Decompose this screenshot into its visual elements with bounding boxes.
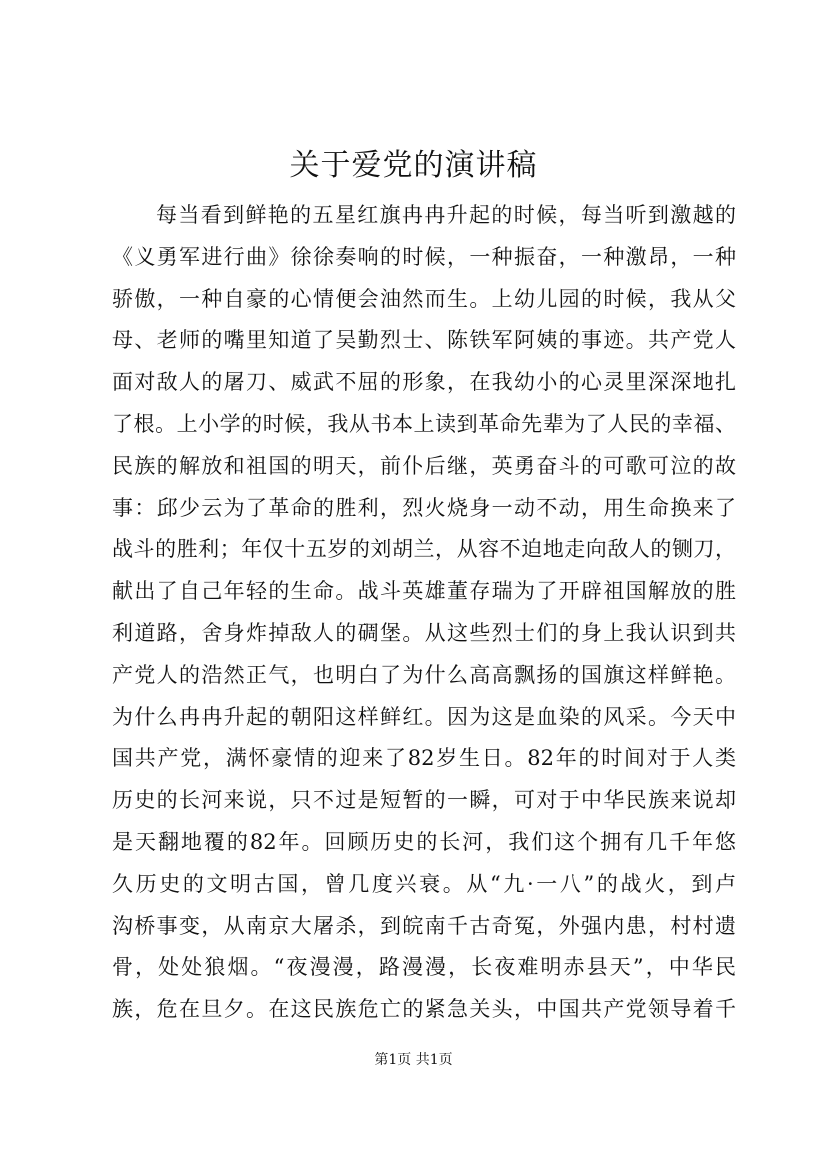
text-line: 战斗的胜利；年仅十五岁的刘胡兰，从容不迫地走向敌人的铡刀，: [112, 537, 736, 562]
text-line: 产党人的浩然正气，也明白了为什么高高飘扬的国旗这样鲜艳。: [112, 662, 736, 687]
text-line: 骨，处处狼烟。“夜漫漫，路漫漫，长夜难明赤县天”，中华民: [112, 955, 736, 980]
text-line: 献出了自己年轻的生命。战斗英雄董存瑞为了开辟祖国解放的胜: [112, 579, 736, 604]
text-line: 族，危在旦夕。在这民族危亡的紧急关头，中国共产党领导着千: [112, 997, 736, 1022]
text-line: 母、老师的嘴里知道了吴勤烈士、陈铁军阿姨的事迹。共产党人: [112, 328, 736, 353]
text-line: 事：邱少云为了革命的胜利，烈火烧身一动不动，用生命换来了: [112, 495, 736, 520]
text-line: 沟桥事变，从南京大屠杀，到皖南千古奇冤，外强内患，村村遗: [112, 913, 736, 938]
text-line: 骄傲，一种自豪的心情便会油然而生。上幼儿园的时候，我从父: [112, 286, 736, 311]
text-line: 为什么冉冉升起的朝阳这样鲜红。因为这是血染的风采。今天中: [112, 704, 736, 729]
text-line: 面对敌人的屠刀、威武不屈的形象，在我幼小的心灵里深深地扎: [112, 370, 736, 395]
text-line: 国共产党，满怀豪情的迎来了82岁生日。82年的时间对于人类: [112, 746, 736, 771]
page-footer: [0, 1050, 827, 1070]
text-line: 民族的解放和祖国的明天，前仆后继，英勇奋斗的可歌可泣的故: [112, 453, 736, 478]
document-title: 关于爱党的演讲稿: [289, 148, 538, 183]
text-line: 历史的长河来说，只不过是短暂的一瞬，可对于中华民族来说却: [112, 788, 736, 813]
text-line: 利道路，舍身炸掉敌人的碉堡。从这些烈士们的身上我认识到共: [112, 620, 736, 645]
page-number-label: 第1页 共1页: [374, 1052, 453, 1068]
body-paragraph: [112, 195, 736, 1031]
text-line: 《义勇军进行曲》徐徐奏响的时候，一种振奋，一种激昂，一种: [112, 244, 736, 269]
text-line: 久历史的文明古国，曾几度兴衰。从“九·一八”的战火，到卢: [112, 871, 736, 896]
text-line: 每当看到鲜艳的五星红旗冉冉升起的时候，每当听到激越的: [156, 203, 736, 227]
text-line: 了根。上小学的时候，我从书本上读到革命先辈为了人民的幸福、: [112, 411, 736, 436]
text-line: 是天翻地覆的82年。回顾历史的长河，我们这个拥有几千年悠: [112, 829, 736, 854]
